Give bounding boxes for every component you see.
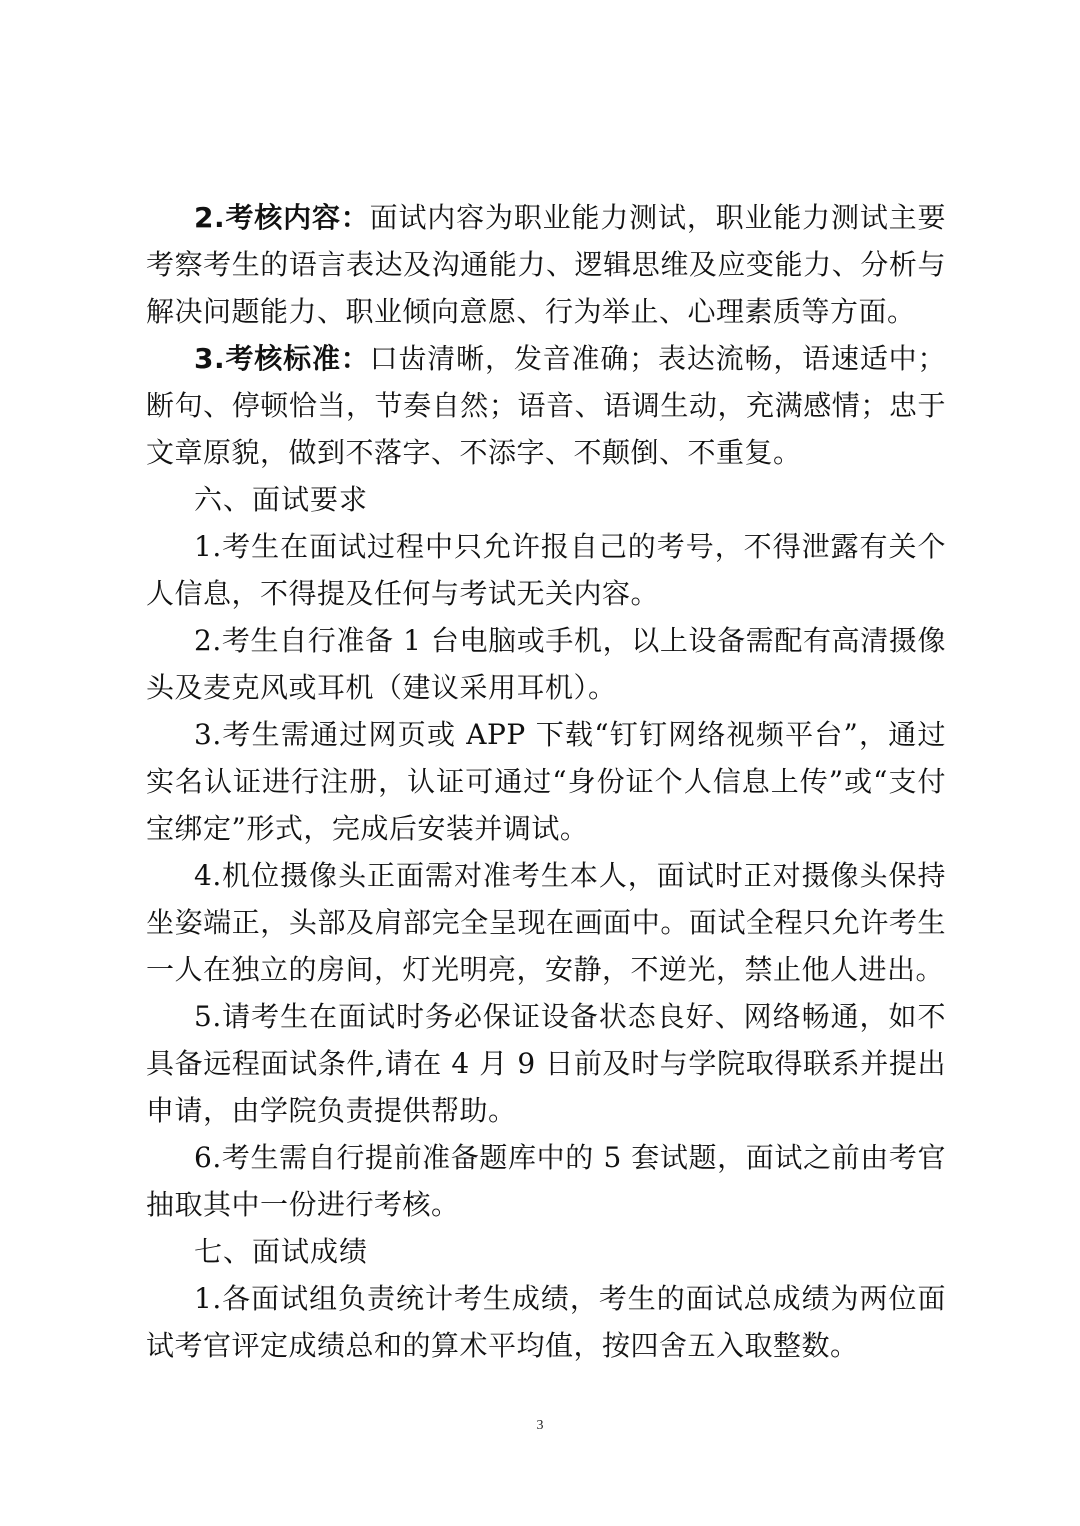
assessment-content-lead: 2.考核内容：	[194, 201, 370, 234]
assessment-standard-text: 口齿清晰，发音准确；表达流畅，语速适中；断句、停顿恰当，节奏自然；语音、语调生动，充满感情；忠于文章原貌，做到不落字、不添字、不颠倒、不重复。	[146, 342, 946, 469]
requirement-item-3: 3.考生需通过网页或 APP 下载“钉钉网络视频平台”，通过实名认证进行注册，认证可通过“身份证个人信息上传”或“支付宝绑定”形式，完成后安装并调试。	[146, 718, 946, 845]
section-heading-interview-requirements: 六、面试要求	[194, 483, 369, 516]
requirement-item-2: 2.考生自行准备 1 台电脑或手机，以上设备需配有高清摄像头及麦克风或耳机（建议采用耳机）。	[146, 624, 946, 704]
requirement-item-4: 4.机位摄像头正面需对准考生本人，面试时正对摄像头保持坐姿端正，头部及肩部完全呈现在画面中。面试全程只允许考生一人在独立的房间，灯光明亮，安静，不逆光，禁止他人进出。	[146, 859, 946, 986]
document-body	[146, 194, 946, 1369]
requirement-item-5: 5.请考生在面试时务必保证设备状态良好、网络畅通，如不具备远程面试条件,请在 4 月 9 日前及时与学院取得联系并提出申请，由学院负责提供帮助。	[146, 1000, 946, 1127]
assessment-content-text: 面试内容为职业能力测试，职业能力测试主要考察考生的语言表达及沟通能力、逻辑思维及应变能力、分析与解决问题能力、职业倾向意愿、行为举止、心理素质等方面。	[146, 201, 946, 328]
assessment-standard-lead: 3.考核标准：	[194, 342, 370, 375]
requirement-item-6: 6.考生需自行提前准备题库中的 5 套试题，面试之前由考官抽取其中一份进行考核。	[146, 1141, 946, 1221]
score-item-1: 1.各面试组负责统计考生成绩，考生的面试总成绩为两位面试考官评定成绩总和的算术平均值，按四舍五入取整数。	[146, 1282, 946, 1362]
assessment-content-paragraph	[146, 194, 946, 335]
assessment-standard-paragraph	[146, 335, 946, 476]
page-number: 3	[536, 1418, 544, 1433]
section-heading-interview-scores: 七、面试成绩	[194, 1235, 369, 1268]
requirement-item-1: 1.考生在面试过程中只允许报自己的考号，不得泄露有关个人信息，不得提及任何与考试无关内容。	[146, 530, 946, 610]
